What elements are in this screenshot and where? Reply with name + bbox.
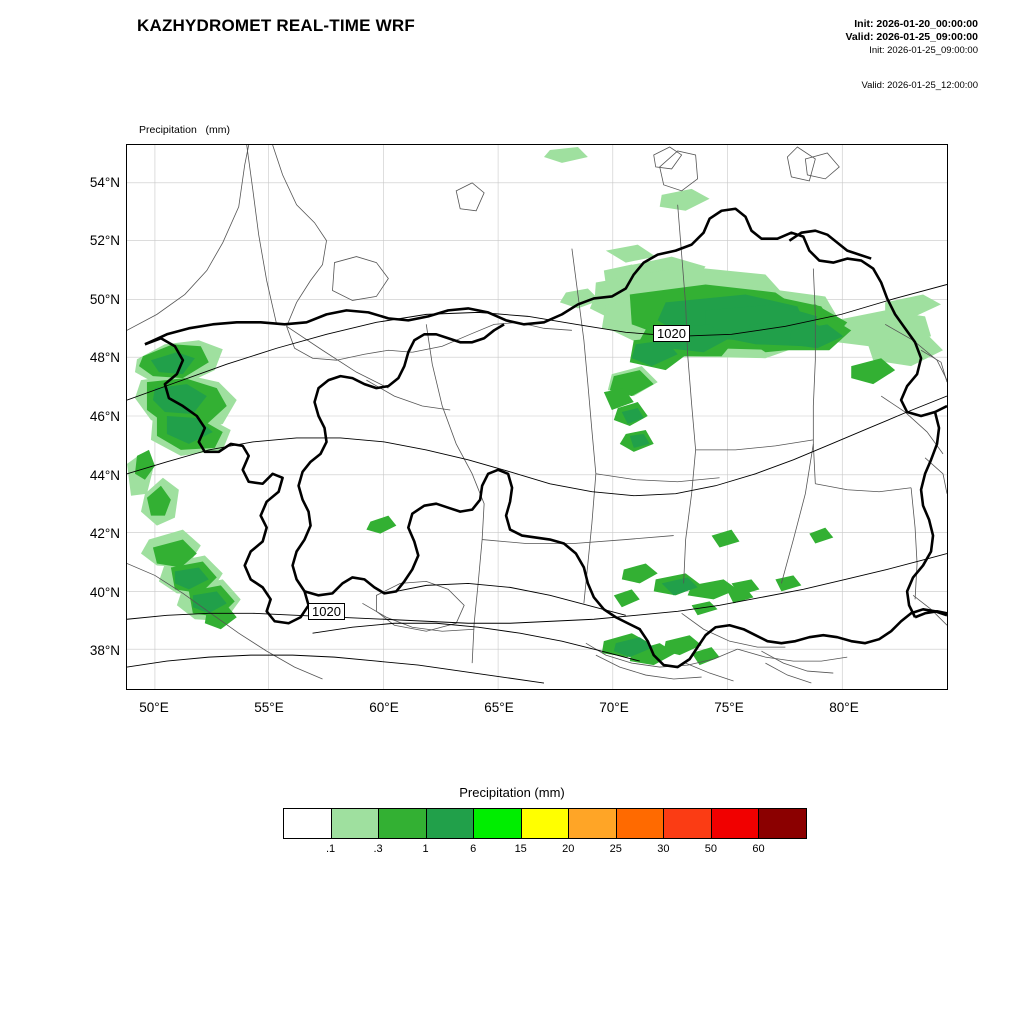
colorbar-tick-4: 15	[514, 843, 527, 855]
colorbar-tick-5: 20	[562, 843, 575, 855]
lon-tick-65E: 65°E	[484, 700, 514, 715]
colorbar-tick-2: 1	[422, 843, 429, 855]
colorbar-swatch-2	[379, 809, 427, 838]
colorbar-swatch-0	[284, 809, 332, 838]
precip-shading-light	[127, 147, 943, 621]
colorbar-tick-7: 30	[657, 843, 670, 855]
colorbar-tick-labels	[283, 843, 807, 863]
colorbar-tick-3: 6	[470, 843, 477, 855]
lat-tick-38N: 38°N	[89, 643, 120, 658]
colorbar-swatch-1	[332, 809, 380, 838]
map-panel[interactable]	[126, 144, 948, 690]
lat-tick-50N: 50°N	[89, 292, 120, 307]
lon-tick-55E: 55°E	[254, 700, 284, 715]
colorbar-swatch-10	[759, 809, 806, 838]
lat-tick-54N: 54°N	[89, 175, 120, 190]
colorbar-swatch-4	[474, 809, 522, 838]
precipitation-colorbar	[283, 808, 807, 839]
lat-tick-46N: 46°N	[89, 409, 120, 424]
lat-tick-42N: 42°N	[89, 526, 120, 541]
colorbar-swatch-5	[522, 809, 570, 838]
colorbar-swatch-7	[617, 809, 665, 838]
latitude-axis	[50, 144, 120, 690]
slp-contour-label-1020-south: 1020	[308, 603, 345, 620]
valid-time-sub-label: Valid: 2026-01-25_12:00:00	[861, 80, 978, 91]
colorbar-tick-6: 25	[609, 843, 622, 855]
colorbar-title: Precipitation (mm)	[459, 785, 565, 800]
colorbar-tick-8: 50	[704, 843, 718, 855]
init-time-sub-label: Init: 2026-01-25_09:00:00	[869, 45, 978, 56]
lon-tick-75E: 75°E	[714, 700, 744, 715]
colorbar-swatch-9	[712, 809, 760, 838]
kazakhstan-border	[145, 209, 947, 667]
init-time-label: Init: 2026-01-20_00:00:00	[854, 18, 978, 30]
longitude-axis	[126, 700, 948, 730]
lon-tick-80E: 80°E	[829, 700, 859, 715]
lon-tick-70E: 70°E	[599, 700, 629, 715]
lon-tick-60E: 60°E	[369, 700, 399, 715]
lat-tick-44N: 44°N	[89, 468, 120, 483]
colorbar-tick-0: .1	[326, 843, 336, 855]
colorbar-swatch-3	[427, 809, 475, 838]
page-title: KAZHYDROMET REAL-TIME WRF	[137, 16, 415, 35]
graticule	[127, 145, 947, 689]
colorbar-swatch-8	[664, 809, 712, 838]
colorbar-swatch-6	[569, 809, 617, 838]
lat-tick-52N: 52°N	[89, 233, 120, 248]
lon-tick-50E: 50°E	[139, 700, 169, 715]
valid-time-label: Valid: 2026-01-25_09:00:00	[845, 31, 978, 43]
map-canvas	[127, 145, 947, 689]
colorbar-tick-9: 60	[752, 843, 765, 855]
map-outlines-thin	[127, 145, 947, 683]
lat-tick-40N: 40°N	[89, 585, 120, 600]
lat-tick-48N: 48°N	[89, 350, 120, 365]
run-info-block	[678, 18, 978, 57]
colorbar-tick-1: .3	[373, 843, 383, 855]
field-label-precipitation: Precipitation (mm)	[139, 124, 231, 136]
slp-contour-label-1020-north: 1020	[653, 325, 690, 342]
